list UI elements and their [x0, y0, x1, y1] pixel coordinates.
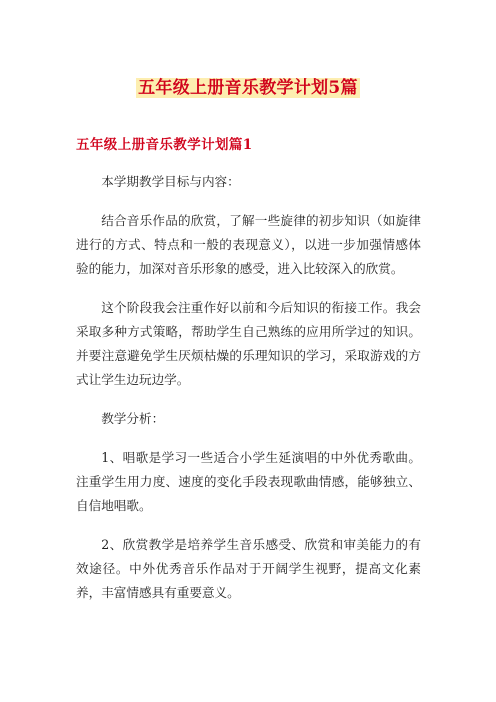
- paragraph-singing: 1、唱歌是学习一些适合小学生延演唱的中外优秀歌曲。注重学生用力度、速度的变化手段表现歌曲情感，能够独立、自信地唱歌。: [76, 450, 421, 513]
- paragraph-listening: 2、欣赏教学是培养学生音乐感受、欣赏和审美能力的有效途径。中外优秀音乐作品对于开阔学生视野，提高文化素养，丰富情感具有重要意义。: [76, 537, 421, 600]
- section-heading: 五年级上册音乐教学计划篇1: [76, 137, 253, 153]
- document-body: [76, 170, 421, 620]
- paragraph-analysis-label: 教学分析：: [101, 411, 165, 426]
- paragraph-goals-label: 本学期教学目标与内容：: [101, 174, 240, 189]
- paragraph-teaching-approach: 这个阶段我会注重作好以前和今后知识的衔接工作。我会采取多种方式策略，帮助学生自己熟练的应用所学过的知识。并要注意避免学生厌烦枯燥的乐理知识的学习，采取游戏的方式让学生边玩边学。: [76, 300, 421, 387]
- paragraph-appreciation-goal: 结合音乐作品的欣赏，了解一些旋律的初步知识（如旋律进行的方式、特点和一般的表现意义），以进一步加强情感体验的能力，加深对音乐形象的感受，进入比较深入的欣赏。: [76, 213, 421, 276]
- document-title: [0, 76, 496, 100]
- document-title-text: 五年级上册音乐教学计划5篇: [138, 78, 358, 98]
